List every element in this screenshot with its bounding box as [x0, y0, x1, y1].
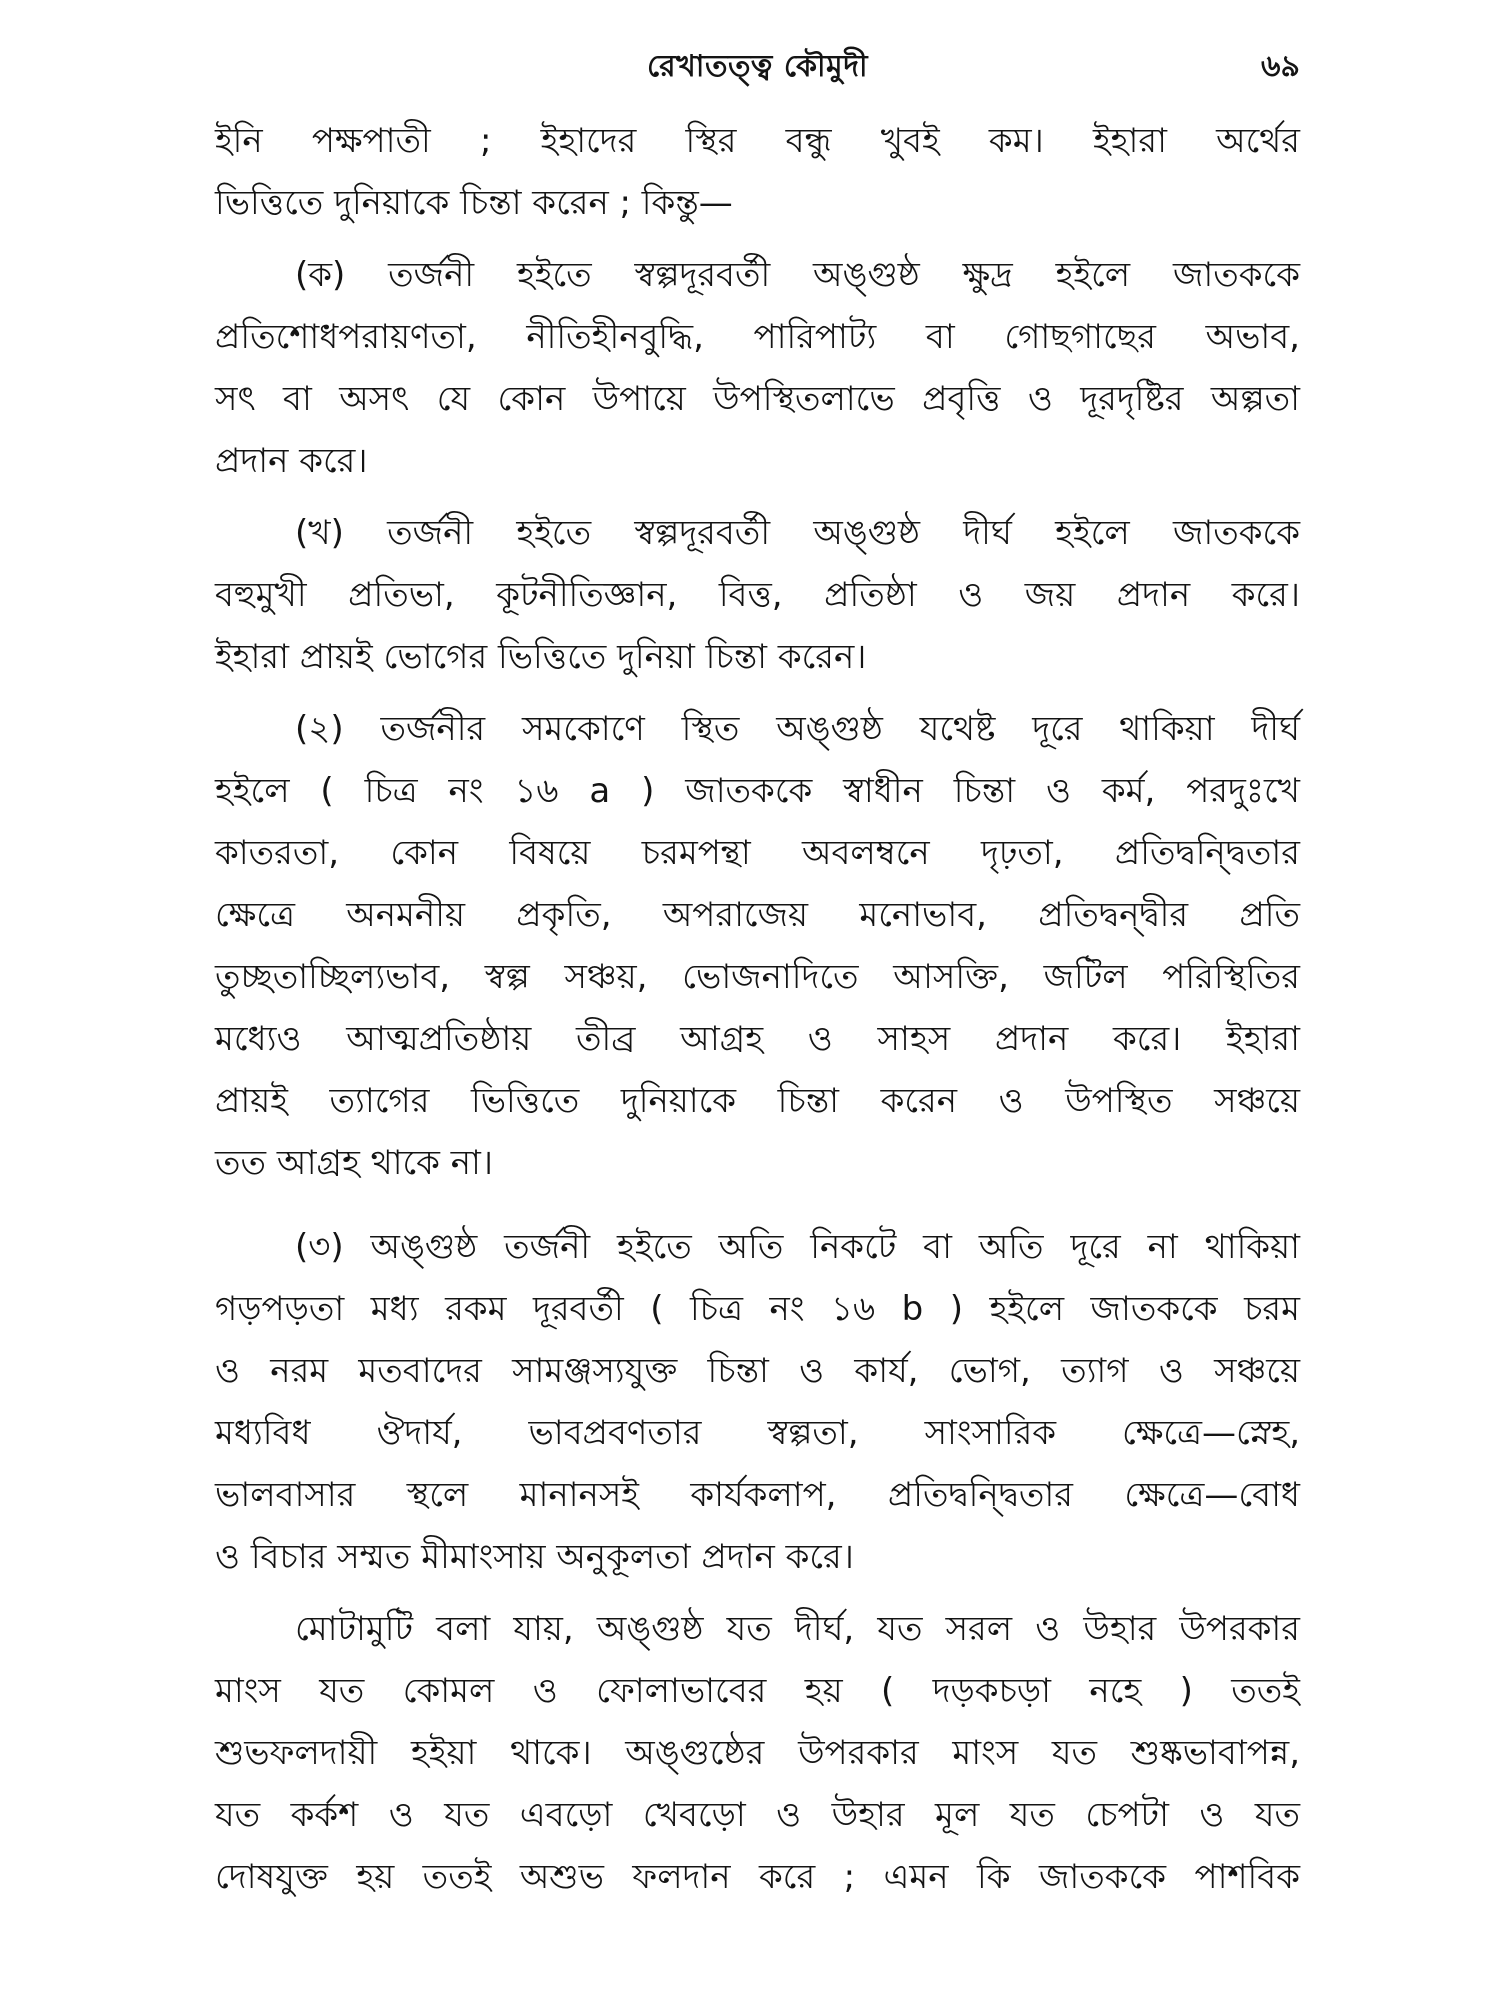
text-line: কাতরতা, কোন বিষয়ে চরমপন্থা অবলম্বনে দৃঢ়তা, প্রতিদ্বন্দ্বিতার	[215, 833, 1300, 873]
text-line: মাংস যত কোমল ও ফোলাভাবের হয় ( দড়কচড়া নহে ) ততই	[215, 1671, 1300, 1711]
text-line: সৎ বা অসৎ যে কোন উপায়ে উপস্থিতলাভে প্রবৃত্তি ও দূরদৃষ্টির অল্পতা	[215, 379, 1300, 419]
text-line: প্রদান করে।	[215, 441, 368, 481]
page-header	[215, 38, 1300, 98]
page-number: ৬৯	[1261, 49, 1300, 84]
text-line: শুভফলদায়ী হইয়া থাকে। অঙ্গুষ্ঠের উপরকার মাংস যত শুষ্কভাবাপন্ন,	[215, 1733, 1300, 1773]
paragraph-continuation	[215, 110, 1300, 234]
text-line: (২) তর্জনীর সমকোণে স্থিত অঙ্গুষ্ঠ যথেষ্ট দূরে থাকিয়া দীর্ঘ	[295, 709, 1300, 749]
text-line: মধ্যবিধ ঔদার্য, ভাবপ্রবণতার স্বল্পতা, সাংসারিক ক্ষেত্রে—স্নেহ,	[215, 1413, 1300, 1453]
text-line: (৩) অঙ্গুষ্ঠ তর্জনী হইতে অতি নিকটে বা অতি দূরে না থাকিয়া	[295, 1227, 1300, 1267]
body-text	[215, 110, 1300, 1908]
text-line: যত কর্কশ ও যত এবড়ো খেবড়ো ও উহার মূল যত চেপটা ও যত	[215, 1795, 1300, 1835]
text-line: প্রায়ই ত্যাগের ভিত্তিতে দুনিয়াকে চিন্তা করেন ও উপস্থিত সঞ্চয়ে	[215, 1081, 1300, 1121]
text-line: প্রতিশোধপরায়ণতা, নীতিহীনবুদ্ধি, পারিপাট্য বা গোছগাছের অভাব,	[215, 317, 1300, 357]
text-line: তত আগ্রহ থাকে না।	[215, 1143, 494, 1183]
text-line: মধ্যেও আত্মপ্রতিষ্ঠায় তীব্র আগ্রহ ও সাহস প্রদান করে। ইহারা	[215, 1019, 1300, 1059]
text-line: ভালবাসার স্থলে মানানসই কার্যকলাপ, প্রতিদ্বন্দ্বিতার ক্ষেত্রে—বোধ	[215, 1475, 1300, 1515]
text-line: গড়পড়তা মধ্য রকম দূরবর্তী ( চিত্র নং ১৬ b ) হইলে জাতককে চরম	[215, 1289, 1300, 1329]
text-line: তুচ্ছতাচ্ছিল্যভাব, স্বল্প সঞ্চয়, ভোজনাদিতে আসক্তি, জটিল পরিস্থিতির	[215, 957, 1300, 997]
paragraph-ka	[215, 244, 1300, 492]
text-line: (খ) তর্জনী হইতে স্বল্পদূরবর্তী অঙ্গুষ্ঠ দীর্ঘ হইলে জাতককে	[295, 513, 1300, 553]
text-line: ইনি পক্ষপাতী ; ইহাদের স্থির বন্ধু খুবই কম। ইহারা অর্থের	[215, 121, 1300, 161]
text-line: ও বিচার সম্মত মীমাংসায় অনুকূলতা প্রদান করে।	[215, 1537, 854, 1577]
paragraph-kha	[215, 502, 1300, 688]
text-line: মোটামুটি বলা যায়, অঙ্গুষ্ঠ যত দীর্ঘ, যত সরল ও উহার উপরকার	[295, 1609, 1300, 1649]
text-line: ভিত্তিতে দুনিয়াকে চিন্তা করেন ; কিন্তু—	[215, 183, 733, 223]
text-line: ইহারা প্রায়ই ভোগের ভিত্তিতে দুনিয়া চিন্তা করেন।	[215, 637, 867, 677]
text-line: ও নরম মতবাদের সামঞ্জস্যযুক্ত চিন্তা ও কার্য, ভোগ, ত্যাগ ও সঞ্চয়ে	[215, 1351, 1300, 1391]
paragraph-3	[215, 1216, 1300, 1588]
running-title: রেখাতত্ত্ব কৌমুদী	[646, 49, 869, 84]
text-line: ক্ষেত্রে অনমনীয় প্রকৃতি, অপরাজেয় মনোভাব, প্রতিদ্বন্দ্বীর প্রতি	[215, 895, 1300, 935]
text-line: হইলে ( চিত্র নং ১৬ a ) জাতককে স্বাধীন চিন্তা ও কর্ম, পরদুঃখে	[215, 771, 1300, 811]
paragraph-2	[215, 698, 1300, 1194]
text-line: (ক) তর্জনী হইতে স্বল্পদূরবর্তী অঙ্গুষ্ঠ ক্ষুদ্র হইলে জাতককে	[295, 255, 1300, 295]
paragraph-summary	[215, 1598, 1300, 1908]
text-line: বহুমুখী প্রতিভা, কূটনীতিজ্ঞান, বিত্ত, প্রতিষ্ঠা ও জয় প্রদান করে।	[215, 575, 1300, 615]
text-line: দোষযুক্ত হয় ততই অশুভ ফলদান করে ; এমন কি জাতককে পাশবিক	[215, 1857, 1300, 1897]
